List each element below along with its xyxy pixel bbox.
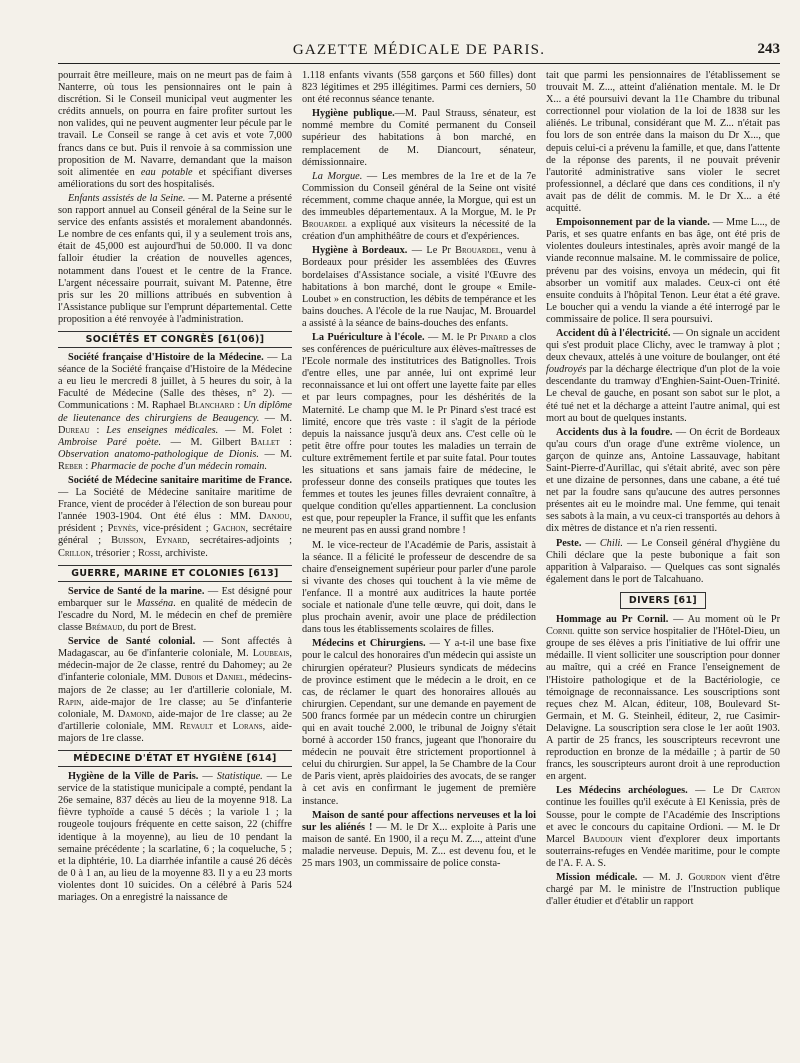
paragraph: pourrait être meilleure, mais on ne meurt pas de faim à Nanterre, où tous les pensionnaires ont le pain à discrétion. Si le Conseil municipal veut augmenter les crédits annuels, on pourra en faire profiter surtout les non valides, qui ne peuvent augmenter leur pécule par le travail. Le Conseil se range à cet avis et vote 7,000 francs dans ce but. Puis il renvoie à sa commission une proposition de M. Navarre, demandant que la maison soit alimentée en eau potable et spécifiant diverses améliorations du sort des hospitalisés. <box>58 70 292 190</box>
paragraph: 1.118 enfants vivants (558 garçons et 560 filles) dont 823 légitimes et 295 illégitimes. Parmi ces derniers, 50 ont été reconnus séance tenante. <box>302 70 536 106</box>
section-heading-societes: SOCIÉTÉS ET CONGRÈS [61(06)] <box>58 331 292 348</box>
paragraph-hommage-cornil: Hommage au Pr Cornil. — Au moment où le Pr Cornil quitte son service hospitalier de l'Hôtel-Dieu, un groupe de ses élèves a pris l'initiative de lui offrir une médaille. Il vient solliciter une souscription pour donner au maître, qui a créé en France l'enseignement de l'Histoire pathologique et de la Bactériologie, ce témoignage de reconnaissance. Les souscriptions sont reçues chez M. Alcan, éditeur, 108, Boulevard St-Germain, et M. G. Steinheil, éditeur, 2, rue Casimir-Delavigne. La souscription sera close le 1er août 1903. A partir de 25 francs, les souscripteurs recevront une reproduction en bronze de la médaille ; à partir de 50 francs, les souscripteurs auront droit à une reproduction en argent. <box>546 614 780 783</box>
paragraph-peste: Peste. — Chili. — Le Conseil général d'hygiène du Chili déclare que la peste bubonique a fait son apparition à Valparaiso. — Quelques cas sont signalés également dans le port de Talcahuano. <box>546 537 780 585</box>
paragraph-hygiene-paris: Hygiène de la Ville de Paris. — Statistique. — Le service de la statistique municipale a compté, pendant la 26e semaine, 837 décès au lieu de la moyenne 918. La fièvre typhoïde a causé 5 décès ; la variole 1 ; la rougeole toujours fréquente en cette saison, 22 (chiffre identique à la moyenne), au lieu de 10 pendant la semaine précédente ; la scarlatine, 6 ; la coqueluche, 5 ; et la diphtérie, 10. La diarrhée infantile a causé 26 décès de 0 à 1 an, au lieu de la moyenne 83. Il y a eu 23 morts violentes dont 10 suicides. On a célébré à Paris 524 mariages. On a enregistré la naissance de <box>58 771 292 903</box>
paragraph-hygiene-publique: Hygiène publique.—M. Paul Strauss, sénateur, est nommé membre du Comité permanent du Conseil supérieur des habitations à bon marché, en remplacement de M. Diancourt, sénateur, démissionnaire. <box>302 108 536 168</box>
paragraph-histoire-medecine: Société française d'Histoire de la Médecine. — La séance de la Société française d'Histoire de la Médecine a eu lieu le mercredi 8 juillet, à 5 heures du soir, à la Faculté de Médecine (Salle des thèses, n° 2). — Communications : M. Raphael Blanchard : Un diplôme de lieutenance des chirurgiens de Beaugency. — M. Dureau : Les enseignes médicales. — M. Folet : Ambroise Paré poète. — M. Gilbert Ballet : Observation anatomo-pathologique de Dionis. — M. Reber : Pharmacie de poche d'un médecin romain. <box>58 352 292 472</box>
page-header <box>58 40 780 64</box>
paragraph-vice-recteur: M. le vice-recteur de l'Académie de Paris, assistait à la séance. Il a félicité le professeur de descendre de sa chaire d'enseignement supérieur pour parler d'une parole si vivante des choses qui touchent à la vie même de l'enfance. Il a montré aux auditrices la haute portée sociale et nationale d'une telle œuvre, qui doit, dans le plus prochain avenir, avoir une place de prédilection dans tous les établissements scolaires de filles. <box>302 539 536 636</box>
journal-title: GAZETTE MÉDICALE DE PARIS. <box>292 42 546 58</box>
section-heading-divers: DIVERS [61] <box>620 592 706 609</box>
paragraph-maison-sante: Maison de santé pour affections nerveuses et la loi sur les aliénés ! — M. le Dr X... exploite à Paris une maison de santé. En 1900, il a reçu M. Z..., atteint d'une maladie nerveuse. Depuis, M. Z... est devenu fou, et le 25 mars 1903, un commissaire de police consta- <box>302 809 536 869</box>
column-2 <box>302 70 536 1063</box>
section-heading-medecine-etat: MÉDECINE D'ÉTAT ET HYGIÈNE [614] <box>58 750 292 767</box>
column-1 <box>58 70 292 1063</box>
paragraph: tait que parmi les pensionnaires de l'établissement se trouvait M. Z..., atteint d'aliénation mentale. M. le Dr X... a été poursuivi devant la 11e Chambre du tribunal correctionnel pour violation de la loi de 1838 sur les aliénés. Le tribunal, considérant que M. Z... n'était pas fou lors de son entrée dans la maison du Dr X..., que depuis celui-ci a prévenu la famille, et que, dans l'attente de la réponse des parents, il ne pouvait prévenir l'autorité administrative sans violer le secret professionnel, a déclaré que dans ces conditions, il n'y avait pas de délit de commis. M. le Dr X... a été acquitté. <box>546 70 780 215</box>
paragraph-empoisonnement: Empoisonnement par de la viande. — Mme L..., de Paris, et ses quatre enfants en bas âge, ont été pris de violentes douleurs intestinales, après avoir mangé de la viande reconnue malsaine. M. le commissaire de police, prévenu par des voisins, envoya un médecin, qui fit absorber un vomitif aux malades. Ceux-ci ont été ensuite conduits à l'hôpital Tenon. Leur état a été grave. Le boucher qui a vendu la viande a été interrogé par le commissaire de police. Il sera poursuivi. <box>546 217 780 325</box>
paragraph-medecine-sanitaire: Société de Médecine sanitaire maritime de France. — La Société de Médecine sanitaire maritime de France, vient de procéder à l'élection de son bureau pour l'année 1903-1904. Ont été élus : MM. Danjou, président ; Peynès, vice-président ; Gachon, secrétaire général ; Buisson, Eynard, secrétaires-adjoints ; Crillon, trésorier ; Rossi, archiviste. <box>58 475 292 559</box>
section-heading-guerre: GUERRE, MARINE ET COLONIES [613] <box>58 565 292 582</box>
paragraph-hygiene-bordeaux: Hygiène à Bordeaux. — Le Pr Brouardel, venu à Bordeaux pour présider les assemblées des Œuvres bordelaises d'Assistance sociale, a visité l'Œuvre des habitations à bon marché, dont le groupe « Emile-Loubet » en construction, les débits de tempérance et les bains douches. A l'école de la rue Naujac, M. Brouardel a assisté à la séance de bains-douches des enfants. <box>302 245 536 329</box>
page-number: 243 <box>757 41 780 57</box>
paragraph-sante-colonial: Service de Santé colonial. — Sont affectés à Madagascar, au 6e d'infanterie coloniale, M. Loubeais, médecin-major de 2e classe, rentré du Dahomey; au 2e d'infanterie coloniale, MM. Dubois et Daniel, médecins-majors de 2e classe; au 1er d'artillerie coloniale, M. Rapin, aide-major de 1re classe; au 5e d'infanterie coloniale, M. Damond, aide-major de 1re classe; au 2e d'artillerie coloniale, MM. Revault et Lorans, aide-majors de 1re classe. <box>58 636 292 744</box>
paragraph-medecins-chirurgiens: Médecins et Chirurgiens. — Y a-t-il une base fixe pour le calcul des honoraires d'un médecin qui assiste un chirurgien opérateur? Plusieurs syndicats de médecins de province estiment que le médecin a le droit, en ce cas, de réclamer le quart des honoraires alloués au chirurgien. Cependant, sur une demande en payement de 500 francs formée par un médecin contre un chirurgien qui en avait touché 2.000, le tribunal de Joigny s'était borné à accorder 150 francs, jugeant que l'honoraire du médecin ne pouvait être strictement proportionnel à celui du chirurgien. Sur appel, la 5e Chambre de la Cour de Paris vient, après plaidoiries des avocats, de se ranger à cet avis en confirmant le jugement de première instance. <box>302 638 536 807</box>
column-3 <box>546 70 780 1063</box>
paragraph-accident-electricite: Accident dû à l'électricité. — On signale un accident qui s'est produit place Clichy, avec le tramway à plot ; deux chevaux, attelés à une voiture de boulanger, ont été foudroyés par la décharge électrique d'un plot de la voie descendante du tramway d'Enghien-Saint-Ouen-Trinité. Le cheval de gauche, en posant son sabot sur le plot, a été tué net et la décharge a atteint l'autre animal, qui est mort au bout de quelques instants. <box>546 327 780 424</box>
paragraph-morgue: La Morgue. — Les membres de la 1re et de la 7e Commission du Conseil général de la Seine ont visité récemment, comme chaque année, la Morgue, qui est un des immeubles départementaux. A la Morgue, M. le Pr Brouardel a expliqué aux visiteurs la nécessité de la création d'un amphithéâtre de cours et d'expériences. <box>302 170 536 243</box>
paragraph-mission-medicale: Mission médicale. — M. J. Gourdon vient d'être chargé par M. le ministre de l'Instruction publique d'aller étudier et d'établir un rapport <box>546 872 780 908</box>
paragraph-sante-marine: Service de Santé de la marine. — Est désigné pour embarquer sur le Masséna. en qualité de médecin de l'escadre du Nord, M. le médecin en chef de première classe Brémaud, du port de Brest. <box>58 585 292 634</box>
paragraph-enfants-assistes: Enfants assistés de la Seine. — M. Paterne a présenté son rapport annuel au Conseil général de la Seine sur le service des enfants assistés et moralement abandonnés. Le nombre de ces enfants qui, il y a seulement trois ans, était de 45,000 est aujourd'hui de 50.000. Il va donc falloir étudier la création de nouvelles agences, notamment dans l'ouest et le centre de la France. L'argent nécessaire pourrait, suivant M. Patenne, être pris sur les 20 millions attribués en subvention à l'Assistance publique sur l'emprunt départemental. Cette proposition a été renvoyée à l'administration. <box>58 192 292 325</box>
paragraph-medecins-archeologues: Les Médecins archéologues. — Le Dr Carton continue les fouilles qu'il exécute à El Kenissia, près de Sousse, pour le compte de l'Académie des Inscriptions et avec le concours du capitaine Ordioni. — M. le Dr Marcel Baudouin vient d'explorer deux importants souterrains-refuges en Vendée maritime, pour le compte de l'A. F. A. S. <box>546 785 780 869</box>
paragraph-accidents-foudre: Accidents dus à la foudre. — On écrit de Bordeaux qu'au cours d'un orage d'une extrême violence, un garçon de quinze ans, Antoine Lassauvage, habitant Saint-Pierre-d'Aurillac, qui s'était abrité, avec son père et une dizaine de personnes, dans une cabane, a été tué net par la foudre sans qu'aucune des autres personnes présentes ait eu le moindre mal. Une femme, qui tenait ses sabots à la main, a vu ceux-ci transportés au dehors à dix mètres de distance et n'a rien ressenti. <box>546 426 780 535</box>
text-columns <box>58 70 780 1063</box>
paragraph-puericulture: La Puériculture à l'école. — M. le Pr Pinard a clos ses conférences de puériculture aux élèves-maîtresses de l'Ecole normale des institutrices des Batignolles. Trois d'entre elles, une par année, lui ont exprimé leur reconnaissance et lui ont offert une layette faite par elles et par leurs compagnes, pour les déshérités de la Maternité. Le champ que M. le Pr Pinard s'est tracé est limité, encore que très vaste : il s'agit de la période depuis la naissance jusqu'à deux ans. C'est celle où le petit être offre pour toutes les maladies un terrain de culture extrêmement fertile et par suite fatal. Pour toutes les situations et sans jamais faire de médecine, le professeur donne des conseils pratiques que toutes les femmes et toutes les jeunes filles devraient connaître, à quelque condition qu'elles appartiennent. La conclusion est que, pour repeupler la France, il suffit que les enfants ne meurent pas en aussi grand nombre ! <box>302 331 536 537</box>
